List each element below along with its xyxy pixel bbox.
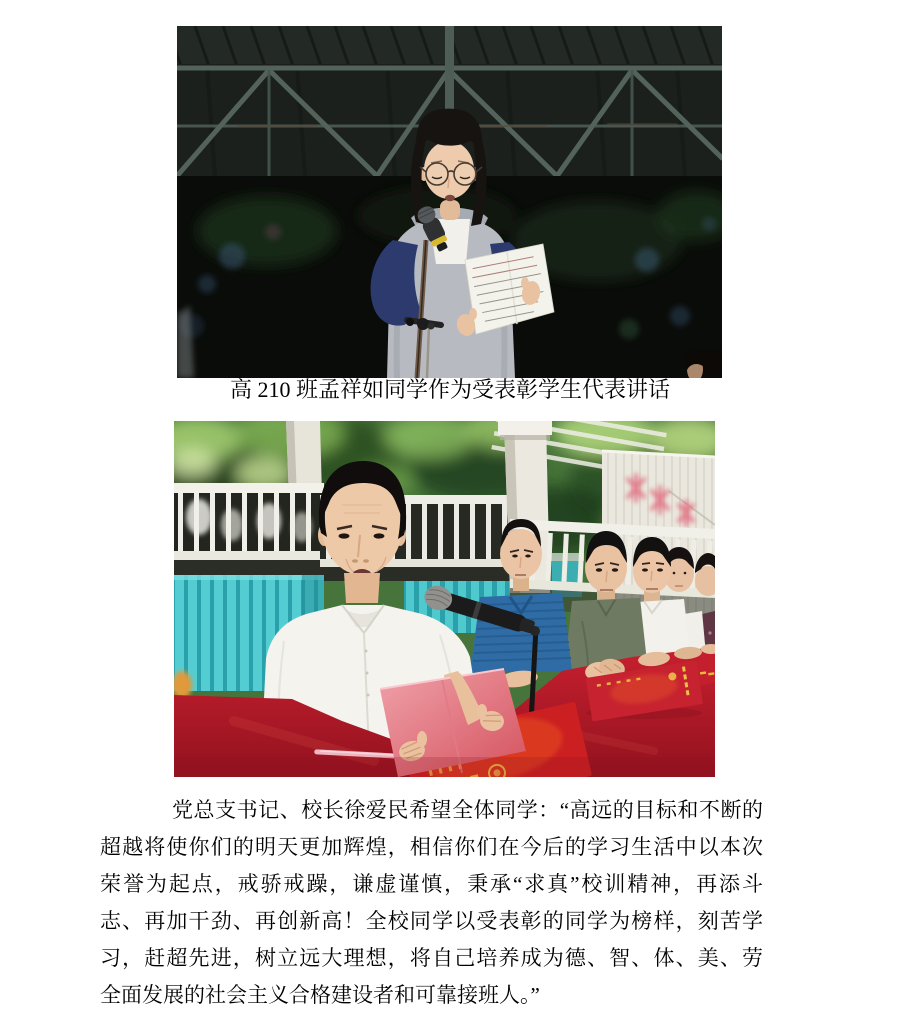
photo-student-speech bbox=[177, 26, 722, 378]
railing-left bbox=[174, 483, 324, 575]
photo-leaders-table bbox=[174, 421, 715, 777]
photo1-caption: 高 210 班孟祥如同学作为受表彰学生代表讲话 bbox=[229, 377, 670, 402]
paragraph-line: 志、再加干劲、再创新高！全校同学以受表彰的同学为榜样，刻苦学 bbox=[100, 909, 763, 933]
paragraph-line: 超越将使你们的明天更加辉煌，相信你们在今后的学习生活中以本次 bbox=[100, 835, 763, 859]
paragraph-line: 习，赶超先进，树立远大理想，将自己培养成为德、智、体、美、劳 bbox=[100, 946, 763, 970]
corner-bystander bbox=[685, 350, 722, 378]
body-paragraph bbox=[100, 792, 763, 1014]
paragraph-line: 全面发展的社会主义合格建设者和可靠接班人。” bbox=[100, 983, 540, 1007]
paragraph-line: 党总支书记、校长徐爱民希望全体同学：“高远的目标和不断的 bbox=[172, 798, 763, 822]
paragraph-line: 荣誉为起点，戒骄戒躁，谦虚谨慎，秉承“求真”校训精神，再添斗 bbox=[100, 872, 763, 896]
